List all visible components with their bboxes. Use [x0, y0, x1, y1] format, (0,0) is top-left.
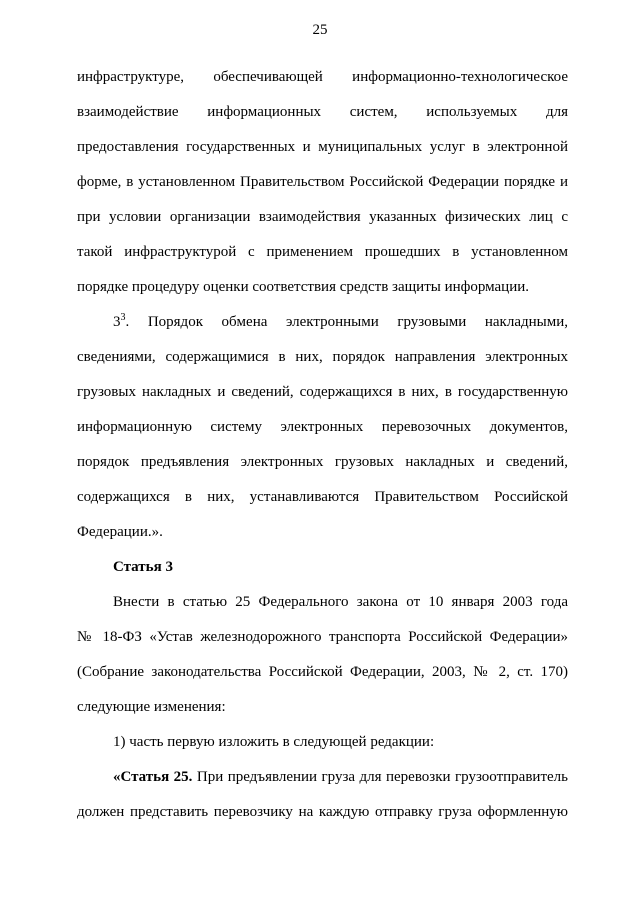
text-line: сведениями, содержащимися в них, порядок направления электронных: [77, 349, 568, 365]
text-line: инфраструктуре, обеспечивающей информационно-технологическое: [77, 69, 568, 85]
clause-number: 3: [113, 314, 121, 330]
text-line: такой инфраструктурой с применением прошедших в установленном: [77, 244, 568, 260]
page-number: 25: [312, 22, 328, 38]
text-line: информационную систему электронных перевозочных документов,: [77, 419, 568, 435]
text-line: № 18-ФЗ «Устав железнодорожного транспорта Российской Федерации»: [77, 629, 568, 645]
text-line: содержащихся в них, устанавливаются Правительством Российской: [77, 489, 568, 505]
text-line: грузовых накладных и сведений, содержащихся в них, в государственную: [77, 384, 568, 400]
clause-superscript: 3: [120, 312, 126, 323]
text-line-article: [113, 767, 568, 787]
article-heading: Статья 3: [113, 559, 173, 575]
text-line: Федерации.».: [77, 524, 163, 540]
text-line: (Собрание законодательства Российской Федерации, 2003, № 2, ст. 170): [77, 664, 568, 680]
text-line: порядке процедуру оценки соответствия средств защиты информации.: [77, 279, 529, 295]
text-line: порядок предъявления электронных грузовых накладных и сведений,: [77, 454, 568, 470]
text-line: должен представить перевозчику на каждую отправку груза оформленную: [77, 804, 568, 820]
text-line: предоставления государственных и муниципальных услуг в электронной: [77, 139, 568, 155]
text-line: следующие изменения:: [77, 699, 226, 715]
text-line: форме, в установленном Правительством Российской Федерации порядке и: [77, 174, 568, 190]
article-text: При предъявлении груза для перевозки грузоотправитель: [192, 769, 568, 785]
text-line: при условии организации взаимодействия указанных физических лиц с: [77, 209, 568, 225]
list-item: 1) часть первую изложить в следующей редакции:: [113, 734, 435, 750]
article-lead: «Статья 25.: [113, 769, 193, 785]
clause-text: . Порядок обмена электронными грузовыми накладными,: [125, 314, 568, 330]
text-line-numbered: [113, 312, 568, 332]
text-line: Внести в статью 25 Федерального закона от 10 января 2003 года: [113, 594, 568, 610]
text-line: взаимодействие информационных систем, используемых для: [77, 104, 568, 120]
